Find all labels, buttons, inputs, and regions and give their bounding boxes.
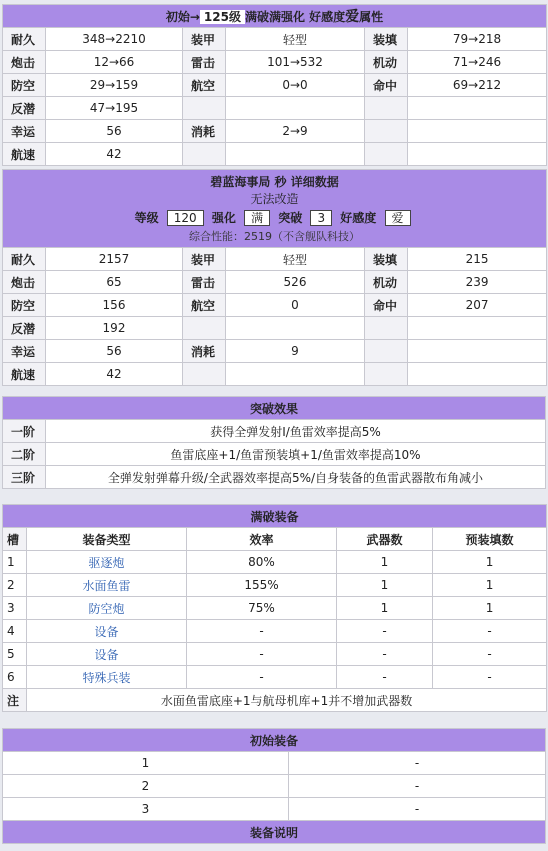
enhance-value: 满: [244, 210, 270, 226]
stat-label: [365, 340, 408, 363]
column-header: 槽: [3, 528, 27, 551]
stat-value: 0: [226, 294, 365, 317]
stat-value: 轻型: [226, 248, 365, 271]
table-cell: -: [337, 620, 433, 643]
limit-break-row: [3, 466, 546, 489]
stat-label: [365, 363, 408, 386]
stat-value: 12→66: [46, 51, 183, 74]
table-row: [3, 574, 547, 597]
stat-label: 防空: [3, 294, 46, 317]
stat-label: 装填: [365, 28, 408, 51]
stat-value: 0→0: [226, 74, 365, 97]
initial-equipment-table: [2, 728, 546, 844]
stat-row: [3, 248, 547, 271]
stat-value: 56: [46, 120, 183, 143]
max-equipment-header-row: [3, 528, 547, 551]
stat-row: [3, 271, 547, 294]
stats-table-detail: [2, 169, 547, 386]
stat-value: [226, 97, 365, 120]
stat-value: 156: [46, 294, 183, 317]
equipment-name: -: [289, 798, 546, 821]
stat-value: 2157: [46, 248, 183, 271]
detail-header: [3, 170, 547, 248]
stat-label: 炮击: [3, 271, 46, 294]
stat-row: [3, 340, 547, 363]
limit-label: 突破: [278, 211, 303, 225]
stat-value: [408, 340, 547, 363]
stat-value: 42: [46, 363, 183, 386]
equipment-type-link[interactable]: 特殊兵装: [27, 666, 187, 689]
initial-equipment-title: 初始装备: [3, 729, 546, 752]
stats-header: [3, 5, 547, 28]
slot-number: 6: [3, 666, 27, 689]
stat-value: [226, 363, 365, 386]
table-cell: 80%: [187, 551, 337, 574]
stat-row: [3, 97, 547, 120]
stat-label: 反潜: [3, 317, 46, 340]
stat-value: 47→195: [46, 97, 183, 120]
stat-value: [408, 97, 547, 120]
stat-label: 命中: [365, 294, 408, 317]
level-label: 等级: [134, 211, 159, 225]
stat-label: [365, 143, 408, 166]
table-row: [3, 597, 547, 620]
stat-label: 命中: [365, 74, 408, 97]
stat-label: 航速: [3, 143, 46, 166]
stats-table-max: [2, 4, 547, 166]
equipment-type-link[interactable]: 防空炮: [27, 597, 187, 620]
stat-label: 雷击: [183, 51, 226, 74]
limit-break-stage: 二阶: [3, 443, 46, 466]
table-cell: -: [187, 620, 337, 643]
stat-value: 348→2210: [46, 28, 183, 51]
slot-number: 3: [3, 597, 27, 620]
stat-label: 耐久: [3, 28, 46, 51]
title-post: 满破满强化 好感度: [244, 10, 346, 24]
limit-break-title: 突破效果: [3, 397, 546, 420]
stat-label: 装甲: [183, 28, 226, 51]
column-header: 预装填数: [433, 528, 547, 551]
stat-label: 航空: [183, 294, 226, 317]
stat-value: 526: [226, 271, 365, 294]
table-cell: 1: [337, 551, 433, 574]
max-equipment-table: [2, 504, 547, 712]
stat-value: [226, 143, 365, 166]
slot-number: 5: [3, 643, 27, 666]
stat-value: [408, 363, 547, 386]
stat-label: 炮击: [3, 51, 46, 74]
table-cell: -: [433, 620, 547, 643]
equipment-type-link[interactable]: 水面鱼雷: [27, 574, 187, 597]
stat-value: [226, 317, 365, 340]
stat-label: [183, 317, 226, 340]
table-row: [3, 643, 547, 666]
column-header: 装备类型: [27, 528, 187, 551]
level-highlight: 125级: [200, 10, 245, 24]
stat-label: 幸运: [3, 120, 46, 143]
stat-value: 42: [46, 143, 183, 166]
affinity-label: 好感度: [340, 211, 377, 225]
stat-label: 装甲: [183, 248, 226, 271]
enhance-label: 强化: [211, 211, 236, 225]
table-cell: -: [337, 666, 433, 689]
stat-value: 2→9: [226, 120, 365, 143]
stat-value: 207: [408, 294, 547, 317]
limit-break-effect: 鱼雷底座+1/鱼雷预装填+1/鱼雷效率提高10%: [46, 443, 546, 466]
table-cell: 75%: [187, 597, 337, 620]
limit-break-stage: 一阶: [3, 420, 46, 443]
detail-title: 碧蓝海事局 秒 详细数据: [210, 175, 339, 189]
stat-label: [365, 97, 408, 120]
table-row: [3, 666, 547, 689]
table-cell: -: [187, 643, 337, 666]
stat-row: [3, 51, 547, 74]
stat-row: [3, 294, 547, 317]
limit-break-effect: 获得全弹发射I/鱼雷效率提高5%: [46, 420, 546, 443]
detail-subtitle: 无法改造: [250, 192, 299, 206]
stat-label: 机动: [365, 51, 408, 74]
affinity-value: 爱: [385, 210, 411, 226]
slot-number: 1: [3, 752, 289, 775]
stat-row: [3, 363, 547, 386]
stat-value: 79→218: [408, 28, 547, 51]
love-text: 爱: [345, 9, 360, 25]
stat-value: 69→212: [408, 74, 547, 97]
stat-label: [365, 317, 408, 340]
equipment-name: -: [289, 752, 546, 775]
max-equipment-title: 满破装备: [3, 505, 547, 528]
table-cell: -: [433, 643, 547, 666]
stat-label: 耐久: [3, 248, 46, 271]
performance-text: 综合性能：2519（不含舰队科技）: [189, 230, 361, 243]
stat-label: 机动: [365, 271, 408, 294]
note-label: 注: [3, 689, 27, 712]
stat-value: [408, 143, 547, 166]
table-cell: -: [337, 643, 433, 666]
title-end: 属性: [359, 10, 384, 24]
slot-number: 3: [3, 798, 289, 821]
stat-value: 71→246: [408, 51, 547, 74]
stat-row: [3, 120, 547, 143]
table-cell: 1: [337, 574, 433, 597]
stat-value: [408, 317, 547, 340]
column-header: 效率: [187, 528, 337, 551]
level-value: 120: [167, 210, 204, 226]
stat-row: [3, 317, 547, 340]
stat-label: 装填: [365, 248, 408, 271]
table-cell: 1: [433, 597, 547, 620]
slot-number: 4: [3, 620, 27, 643]
table-cell: -: [433, 666, 547, 689]
slot-number: 1: [3, 551, 27, 574]
equipment-type-link[interactable]: 设备: [27, 620, 187, 643]
limit-value: 3: [310, 210, 332, 226]
stat-value: [408, 120, 547, 143]
equipment-name: -: [289, 775, 546, 798]
stat-label: 反潜: [3, 97, 46, 120]
stat-label: 防空: [3, 74, 46, 97]
stat-label: 雷击: [183, 271, 226, 294]
stat-value: 192: [46, 317, 183, 340]
equipment-type-link[interactable]: 设备: [27, 643, 187, 666]
equipment-notes-title: 装备说明: [3, 821, 546, 844]
table-cell: 1: [433, 574, 547, 597]
stat-label: [183, 363, 226, 386]
stat-label: 消耗: [183, 340, 226, 363]
limit-break-row: [3, 420, 546, 443]
table-row: [3, 798, 546, 821]
stat-value: 轻型: [226, 28, 365, 51]
stat-label: 幸运: [3, 340, 46, 363]
slot-number: 2: [3, 574, 27, 597]
stat-row: [3, 74, 547, 97]
stat-label: [183, 97, 226, 120]
table-cell: 1: [433, 551, 547, 574]
stat-label: [365, 120, 408, 143]
table-row: [3, 775, 546, 798]
stat-row: [3, 28, 547, 51]
stat-value: 215: [408, 248, 547, 271]
table-cell: 1: [337, 597, 433, 620]
table-row: [3, 752, 546, 775]
stat-label: 航速: [3, 363, 46, 386]
stat-value: 239: [408, 271, 547, 294]
note-text: 水面鱼雷底座+1与航母机库+1并不增加武器数: [27, 689, 547, 712]
limit-break-effect: 全弹发射弹幕升级/全武器效率提高5%/自身装备的鱼雷武器散布角减小: [46, 466, 546, 489]
table-row: [3, 551, 547, 574]
stat-label: [183, 143, 226, 166]
stat-value: 101→532: [226, 51, 365, 74]
equipment-type-link[interactable]: 驱逐炮: [27, 551, 187, 574]
stat-value: 65: [46, 271, 183, 294]
column-header: 武器数: [337, 528, 433, 551]
stat-value: 9: [226, 340, 365, 363]
stat-value: 56: [46, 340, 183, 363]
table-cell: -: [187, 666, 337, 689]
stat-label: 航空: [183, 74, 226, 97]
stat-label: 消耗: [183, 120, 226, 143]
limit-break-row: [3, 443, 546, 466]
slot-number: 2: [3, 775, 289, 798]
table-cell: 155%: [187, 574, 337, 597]
table-row: [3, 620, 547, 643]
stat-value: 29→159: [46, 74, 183, 97]
stat-row: [3, 143, 547, 166]
limit-break-table: [2, 396, 546, 489]
limit-break-stage: 三阶: [3, 466, 46, 489]
title-pre: 初始→: [165, 10, 200, 24]
